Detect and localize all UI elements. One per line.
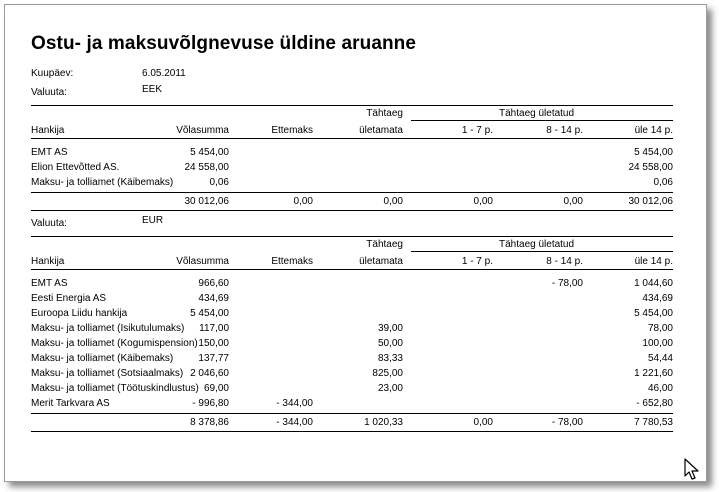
report-page bbox=[4, 4, 707, 482]
amount-cell: 23,00 bbox=[377, 383, 403, 394]
amount-cell: 2 046,60 bbox=[190, 368, 229, 379]
header-bottom-rule bbox=[31, 269, 673, 270]
amount-cell: 46,00 bbox=[647, 383, 673, 394]
table-row bbox=[31, 353, 673, 365]
amount-cell: 825,00 bbox=[372, 368, 403, 379]
amount-cell: 78,00 bbox=[647, 323, 673, 334]
table-row bbox=[31, 338, 673, 350]
amount-cell: 5 454,00 bbox=[190, 308, 229, 319]
amount-cell bbox=[421, 383, 493, 395]
column-header: ületamata bbox=[359, 256, 403, 267]
table-row bbox=[31, 177, 673, 189]
header-tahtaeg-uletatud: Tähtaeg ületatud bbox=[499, 108, 575, 119]
column-header: ületamata bbox=[359, 125, 403, 136]
supplier-name: Maksu- ja tolliamet (Töötuskindlustus) bbox=[31, 383, 199, 394]
amount-cell: 1 221,60 bbox=[634, 368, 673, 379]
amount-cell: 434,69 bbox=[198, 293, 229, 304]
total-cell: 0,00 bbox=[473, 196, 493, 207]
amount-cell: 69,00 bbox=[203, 383, 229, 394]
amount-cell: 24 558,00 bbox=[184, 162, 229, 173]
amount-cell: - 78,00 bbox=[551, 278, 583, 289]
total-cell: 0,00 bbox=[293, 196, 313, 207]
amount-cell bbox=[421, 308, 493, 320]
amount-cell: 137,77 bbox=[198, 353, 229, 364]
column-header: Hankija bbox=[31, 256, 65, 267]
table-row bbox=[31, 147, 673, 159]
currency-section bbox=[31, 213, 671, 433]
amount-cell bbox=[331, 147, 403, 159]
column-header: 1 - 7 p. bbox=[461, 256, 493, 267]
date-label: Kuupäev: bbox=[31, 68, 74, 79]
amount-cell: 54,44 bbox=[647, 353, 673, 364]
amount-cell: 24 558,00 bbox=[628, 162, 673, 173]
total-cell: - 78,00 bbox=[551, 417, 583, 428]
amount-cell: 966,60 bbox=[198, 278, 229, 289]
amount-cell bbox=[241, 323, 313, 335]
amount-cell bbox=[421, 338, 493, 350]
amount-cell bbox=[511, 177, 583, 189]
amount-cell: 1 044,60 bbox=[634, 278, 673, 289]
amount-cell: 434,69 bbox=[642, 293, 673, 304]
column-header: 8 - 14 p. bbox=[546, 256, 583, 267]
amount-cell: 39,00 bbox=[377, 323, 403, 334]
amount-cell bbox=[241, 383, 313, 395]
amount-cell bbox=[241, 147, 313, 159]
amount-cell bbox=[241, 162, 313, 174]
currency-value: EUR bbox=[142, 215, 164, 226]
amount-cell: 5 454,00 bbox=[190, 147, 229, 158]
amount-cell: 50,00 bbox=[377, 338, 403, 349]
amount-cell bbox=[241, 177, 313, 189]
column-header: Hankija bbox=[31, 125, 65, 136]
amount-cell bbox=[421, 353, 493, 365]
amount-cell bbox=[331, 177, 403, 189]
amount-cell: 150,00 bbox=[198, 338, 229, 349]
column-header: Ettemaks bbox=[271, 125, 313, 136]
table-row bbox=[31, 162, 673, 174]
amount-cell bbox=[421, 398, 493, 410]
supplier-name: Maksu- ja tolliamet (Sotsiaalmaks) bbox=[31, 368, 184, 379]
currency-label: Valuuta: bbox=[31, 218, 67, 229]
supplier-name: Maksu- ja tolliamet (Käibemaks) bbox=[31, 353, 174, 364]
column-header: Võlasumma bbox=[176, 256, 229, 267]
amount-cell bbox=[421, 162, 493, 174]
currency-value: EEK bbox=[142, 84, 163, 95]
totals-row bbox=[31, 417, 673, 429]
amount-cell bbox=[331, 308, 403, 320]
table-row bbox=[31, 308, 673, 320]
amount-cell bbox=[331, 398, 403, 410]
amount-cell bbox=[241, 353, 313, 365]
total-cell: 1 020,33 bbox=[364, 417, 403, 428]
totals-bottom-rule bbox=[31, 431, 673, 432]
amount-cell bbox=[241, 308, 313, 320]
amount-cell: - 652,80 bbox=[636, 398, 673, 409]
total-cell: 0,00 bbox=[473, 417, 493, 428]
header-overdue-rule bbox=[411, 120, 673, 121]
amount-cell: 5 454,00 bbox=[634, 147, 673, 158]
amount-cell: 0,06 bbox=[209, 177, 229, 188]
amount-cell: - 344,00 bbox=[276, 398, 313, 409]
report-title: Ostu- ja maksuvõlgnevuse üldine aruanne bbox=[31, 33, 417, 54]
supplier-name: Eesti Energia AS bbox=[31, 293, 107, 304]
amount-cell: - 996,80 bbox=[192, 398, 229, 409]
mouse-cursor-icon bbox=[684, 458, 700, 482]
column-header: Võlasumma bbox=[176, 125, 229, 136]
supplier-name: Maksu- ja tolliamet (Kogumispension) bbox=[31, 338, 198, 349]
supplier-name: Maksu- ja tolliamet (Käibemaks) bbox=[31, 177, 174, 188]
amount-cell bbox=[511, 162, 583, 174]
table-row bbox=[31, 398, 673, 410]
supplier-name: Elion Ettevõtted AS. bbox=[31, 162, 120, 173]
amount-cell bbox=[421, 293, 493, 305]
column-header: üle 14 p. bbox=[634, 256, 673, 267]
table-row bbox=[31, 383, 673, 395]
amount-cell bbox=[421, 368, 493, 380]
header-top-rule bbox=[31, 105, 673, 106]
table-row bbox=[31, 368, 673, 380]
amount-cell bbox=[511, 308, 583, 320]
total-cell bbox=[31, 417, 149, 429]
column-header: 8 - 14 p. bbox=[546, 125, 583, 136]
column-header: 1 - 7 p. bbox=[461, 125, 493, 136]
amount-cell bbox=[511, 323, 583, 335]
amount-cell bbox=[511, 368, 583, 380]
supplier-name: EMT AS bbox=[31, 278, 68, 289]
supplier-name: Euroopa Liidu hankija bbox=[31, 308, 128, 319]
amount-cell bbox=[331, 278, 403, 290]
total-cell: 7 780,53 bbox=[634, 417, 673, 428]
total-cell bbox=[31, 196, 149, 208]
amount-cell bbox=[421, 177, 493, 189]
amount-cell: 100,00 bbox=[642, 338, 673, 349]
amount-cell: 5 454,00 bbox=[634, 308, 673, 319]
amount-cell bbox=[421, 278, 493, 290]
total-cell: 0,00 bbox=[563, 196, 583, 207]
amount-cell bbox=[511, 293, 583, 305]
amount-cell bbox=[511, 338, 583, 350]
amount-cell bbox=[241, 338, 313, 350]
table-row bbox=[31, 278, 673, 290]
amount-cell bbox=[511, 398, 583, 410]
supplier-name: Merit Tarkvara AS bbox=[31, 398, 110, 409]
table-row bbox=[31, 293, 673, 305]
header-top-rule bbox=[31, 236, 673, 237]
supplier-name: EMT AS bbox=[31, 147, 68, 158]
amount-cell bbox=[331, 162, 403, 174]
amount-cell bbox=[421, 147, 493, 159]
header-overdue-rule bbox=[411, 251, 673, 252]
header-tahtaeg: Tähtaeg bbox=[366, 108, 403, 119]
header-tahtaeg-uletatud: Tähtaeg ületatud bbox=[499, 239, 575, 250]
table-row bbox=[31, 323, 673, 335]
totals-rule bbox=[31, 192, 673, 193]
total-cell: 30 012,06 bbox=[184, 196, 229, 207]
amount-cell bbox=[421, 323, 493, 335]
amount-cell bbox=[241, 293, 313, 305]
amount-cell bbox=[511, 147, 583, 159]
amount-cell bbox=[331, 293, 403, 305]
totals-row bbox=[31, 196, 673, 208]
date-value: 6.05.2011 bbox=[142, 68, 186, 79]
total-cell: - 344,00 bbox=[276, 417, 313, 428]
total-cell: 0,00 bbox=[383, 196, 403, 207]
amount-cell: 117,00 bbox=[199, 323, 229, 334]
amount-cell bbox=[241, 368, 313, 380]
amount-cell: 83,33 bbox=[377, 353, 403, 364]
amount-cell bbox=[511, 383, 583, 395]
column-header: üle 14 p. bbox=[634, 125, 673, 136]
header-bottom-rule bbox=[31, 138, 673, 139]
column-header: Ettemaks bbox=[271, 256, 313, 267]
header-tahtaeg: Tähtaeg bbox=[366, 239, 403, 250]
amount-cell bbox=[241, 278, 313, 290]
total-cell: 8 378,86 bbox=[190, 417, 229, 428]
currency-label: Valuuta: bbox=[31, 87, 67, 98]
supplier-name: Maksu- ja tolliamet (Isikutulumaks) bbox=[31, 323, 185, 334]
amount-cell bbox=[511, 353, 583, 365]
amount-cell: 0,06 bbox=[653, 177, 673, 188]
totals-bottom-rule bbox=[31, 210, 673, 211]
totals-rule bbox=[31, 413, 673, 414]
total-cell: 30 012,06 bbox=[628, 196, 673, 207]
